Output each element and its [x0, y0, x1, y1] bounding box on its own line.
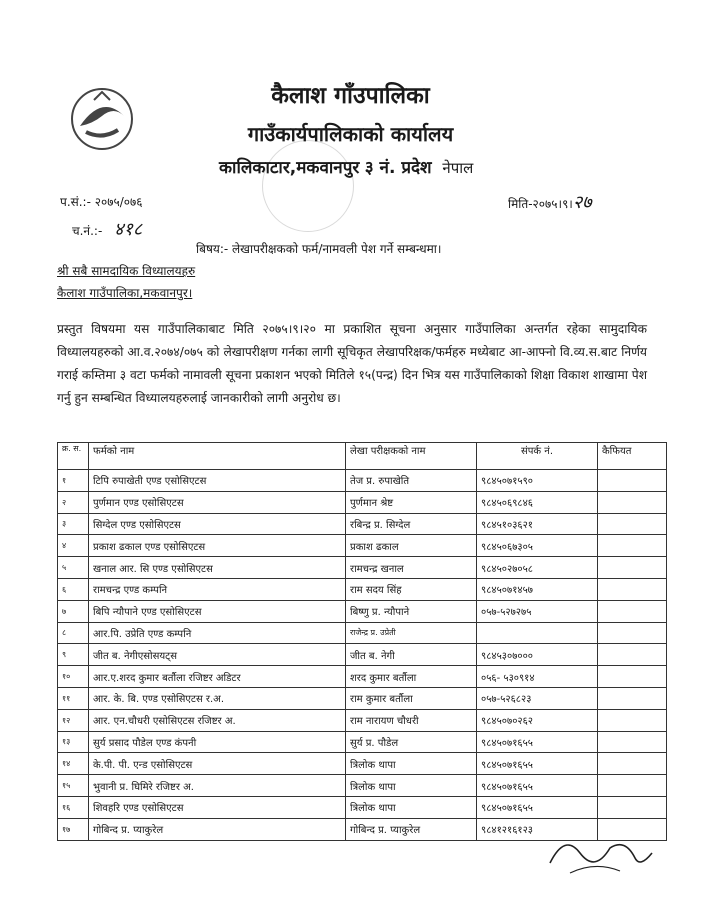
cell-remarks — [598, 644, 667, 666]
cell-firm: आर. के. बि. एण्ड एसोसिएटस र.अ. — [89, 687, 346, 709]
cell-remarks — [598, 753, 667, 775]
cell-contact: ९८४१२१६१२३ — [477, 818, 598, 840]
cell-remarks — [598, 535, 667, 557]
cell-firm: बिपि न्यौपाने एण्ड एसोसिएटस — [89, 600, 346, 622]
cell-firm: के.पी. पी. एन्ड एसोसिएटस — [89, 753, 346, 775]
cell-contact: ९८४५०७१६५५ — [477, 731, 598, 753]
body-paragraph: प्रस्तुत विषयमा यस गाउँपालिकाबाट मिति २०७५।९।२० मा प्रकाशित सूचना अनुसार गाउँपालिका अन्तर्गत रहेका सामुदायिक विध्यालयहरुको आ.व.२०७४/०७५ को लेखापरीक्षण गर्नका लागी सूचिकृत लेखापरिक्षक/फर्महरु मध्येबाट आ-आफ्नो वि.व्य.स.बाट निर्णय गराई कम्तिमा ३ वटा फर्मको नामावली सूचना प्रकाशन भएको मितिले १५(पन्द्र) दिन भित्र यस गाउँपालिकाको शिक्षा विकाश शाखामा पेश गर्नु हुन सम्बन्धित विध्यालयहरुलाई जानकारीको लागी अनुरोध छ। — [57, 322, 647, 405]
cell-auditor: रामचन्द्र खनाल — [346, 557, 477, 579]
table-row — [58, 491, 667, 513]
dispatch-number: च.नं.:- ४१८ — [72, 219, 143, 240]
cell-contact: ९८४५०७१४५७ — [477, 578, 598, 600]
table-row — [58, 578, 667, 600]
cell-sn: १३ — [58, 731, 89, 753]
auditor-table — [57, 442, 667, 841]
cell-firm: सिग्देल एण्ड एसोसिएटस — [89, 513, 346, 535]
cell-remarks — [598, 578, 667, 600]
cell-auditor: त्रिलोक थापा — [346, 753, 477, 775]
table-row — [58, 775, 667, 797]
cell-remarks — [598, 513, 667, 535]
cell-firm: आर.पि. उप्रेति एण्ड कम्पनि — [89, 622, 346, 644]
letter-number: प.सं.:- २०७५/०७६ — [60, 195, 143, 209]
cell-firm: पुर्णमान एण्ड एसोसिएटस — [89, 491, 346, 513]
cell-contact: ९८४५०६९८४६ — [477, 491, 598, 513]
cell-remarks — [598, 622, 667, 644]
cell-contact: ९८४५०७१६५५ — [477, 796, 598, 818]
cell-contact: ०५६- ५३०९१४ — [477, 666, 598, 688]
cell-auditor: शरद कुमार बर्तौला — [346, 666, 477, 688]
cell-auditor: राम सदय सिंह — [346, 578, 477, 600]
cell-firm: आर.ए.शरद कुमार बर्तौला रजिष्टर अडिटर — [89, 666, 346, 688]
table-row — [58, 535, 667, 557]
cell-firm: शिवहरि एण्ड एसोसिएटस — [89, 796, 346, 818]
cell-firm: गोबिन्द प्र. प्याकुरेल — [89, 818, 346, 840]
table-row — [58, 513, 667, 535]
header-auditor: लेखा परीक्षकको नाम — [346, 443, 477, 470]
cell-sn: ४ — [58, 535, 89, 557]
cell-auditor: सुर्य प्र. पौडेल — [346, 731, 477, 753]
table-row — [58, 666, 667, 688]
cell-contact: ९८४५०२७०५८ — [477, 557, 598, 579]
table-row — [58, 709, 667, 731]
office-seal — [262, 140, 354, 232]
cell-contact: ९८४५०७१६५५ — [477, 775, 598, 797]
cell-remarks — [598, 687, 667, 709]
cell-remarks — [598, 491, 667, 513]
cell-firm: सुर्य प्रसाद पौडेल एण्ड कंपनी — [89, 731, 346, 753]
cell-firm: भुवानी प्र. घिमिरे रजिष्टर अ. — [89, 775, 346, 797]
cell-remarks — [598, 470, 667, 492]
cell-contact: ०५७-५२६८२३ — [477, 687, 598, 709]
table-row — [58, 557, 667, 579]
office-address: कालिकाटार,मकवानपुर ३ नं. प्रदेश नेपाल — [219, 158, 474, 178]
cell-sn: १७ — [58, 818, 89, 840]
org-name: कैलाश गाँउपालिका — [271, 83, 430, 109]
letter-date: मिति-२०७५।९।२७ — [508, 192, 592, 213]
cell-auditor: त्रिलोक थापा — [346, 796, 477, 818]
cell-auditor: पुर्णमान श्रेष्ट — [346, 491, 477, 513]
office-title: गाउँकार्यपालिकाको कार्यालय — [247, 122, 454, 146]
cell-sn: २ — [58, 491, 89, 513]
cell-firm: प्रकाश ढकाल एण्ड एसोसिएटस — [89, 535, 346, 557]
cell-contact: ०५७-५२७२७५ — [477, 600, 598, 622]
table-row — [58, 731, 667, 753]
cell-sn: १५ — [58, 775, 89, 797]
cell-contact: ९८४५०६७३०५ — [477, 535, 598, 557]
cell-remarks — [598, 666, 667, 688]
cell-firm: जीत ब. नेगीएसोसयट्स — [89, 644, 346, 666]
addressee-line-2: कैलाश गाउँपालिका,मकवानपुर। — [57, 286, 193, 300]
table-row — [58, 753, 667, 775]
cell-auditor: राम कुमार बर्तौला — [346, 687, 477, 709]
cell-firm: आर. एन.चौधरी एसोसिएटस रजिष्टर अ. — [89, 709, 346, 731]
cell-auditor: राम नारायण चौधरी — [346, 709, 477, 731]
cell-remarks — [598, 709, 667, 731]
table-row — [58, 622, 667, 644]
cell-contact: ९८४५३०७००० — [477, 644, 598, 666]
subject-line: बिषय:- लेखापरीक्षकको फर्म/नामवली पेश गर्ने सम्बन्धमा। — [196, 242, 442, 256]
cell-contact: ९८४५०७०२६२ — [477, 709, 598, 731]
cell-remarks — [598, 796, 667, 818]
cell-remarks — [598, 557, 667, 579]
cell-sn: १२ — [58, 709, 89, 731]
cell-contact — [477, 622, 598, 644]
header-contact: संपर्क नं. — [477, 443, 598, 470]
table-row — [58, 644, 667, 666]
cell-auditor: रबिन्द्र प्र. सिग्देल — [346, 513, 477, 535]
cell-sn: १० — [58, 666, 89, 688]
cell-remarks — [598, 600, 667, 622]
cell-contact: ९८४५०७१६५५ — [477, 753, 598, 775]
signature — [540, 823, 660, 883]
table-row — [58, 470, 667, 492]
cell-auditor: तेज प्र. रुपाखेति — [346, 470, 477, 492]
cell-sn: १ — [58, 470, 89, 492]
cell-sn: ५ — [58, 557, 89, 579]
table-row — [58, 600, 667, 622]
cell-sn: ७ — [58, 600, 89, 622]
cell-firm: रामचन्द्र एण्ड कम्पनि — [89, 578, 346, 600]
addressee-line-1: श्री सबै सामदायिक विध्यालयहरु — [57, 264, 196, 278]
cell-contact: ९८४५०७१५९० — [477, 470, 598, 492]
cell-sn: ८ — [58, 622, 89, 644]
header-firm: फर्मको नाम — [89, 443, 346, 470]
cell-auditor: गोबिन्द प्र. प्याकुरेल — [346, 818, 477, 840]
cell-auditor: त्रिलोक थापा — [346, 775, 477, 797]
header-remarks: कैफियत — [598, 443, 667, 470]
cell-firm: टिपि रुपाखेती एण्ड एसोसिएटस — [89, 470, 346, 492]
header-sn: क्र. स. — [58, 443, 89, 470]
cell-sn: १६ — [58, 796, 89, 818]
cell-contact: ९८४५१०३६२१ — [477, 513, 598, 535]
cell-sn: १४ — [58, 753, 89, 775]
cell-firm: खनाल आर. सि एण्ड एसोसिएटस — [89, 557, 346, 579]
dispatch-handwritten: ४१८ — [114, 219, 143, 240]
cell-auditor: जीत ब. नेगी — [346, 644, 477, 666]
cell-sn: ९ — [58, 644, 89, 666]
cell-sn: ३ — [58, 513, 89, 535]
cell-auditor: राजेन्द्र प्र. उप्रेती — [346, 622, 477, 644]
cell-sn: ११ — [58, 687, 89, 709]
cell-auditor: प्रकाश ढकाल — [346, 535, 477, 557]
cell-remarks — [598, 731, 667, 753]
cell-remarks — [598, 775, 667, 797]
table-row — [58, 796, 667, 818]
cell-sn: ६ — [58, 578, 89, 600]
cell-auditor: बिष्णु प्र. न्यौपाने — [346, 600, 477, 622]
table-header-row — [58, 443, 667, 470]
table-row — [58, 687, 667, 709]
